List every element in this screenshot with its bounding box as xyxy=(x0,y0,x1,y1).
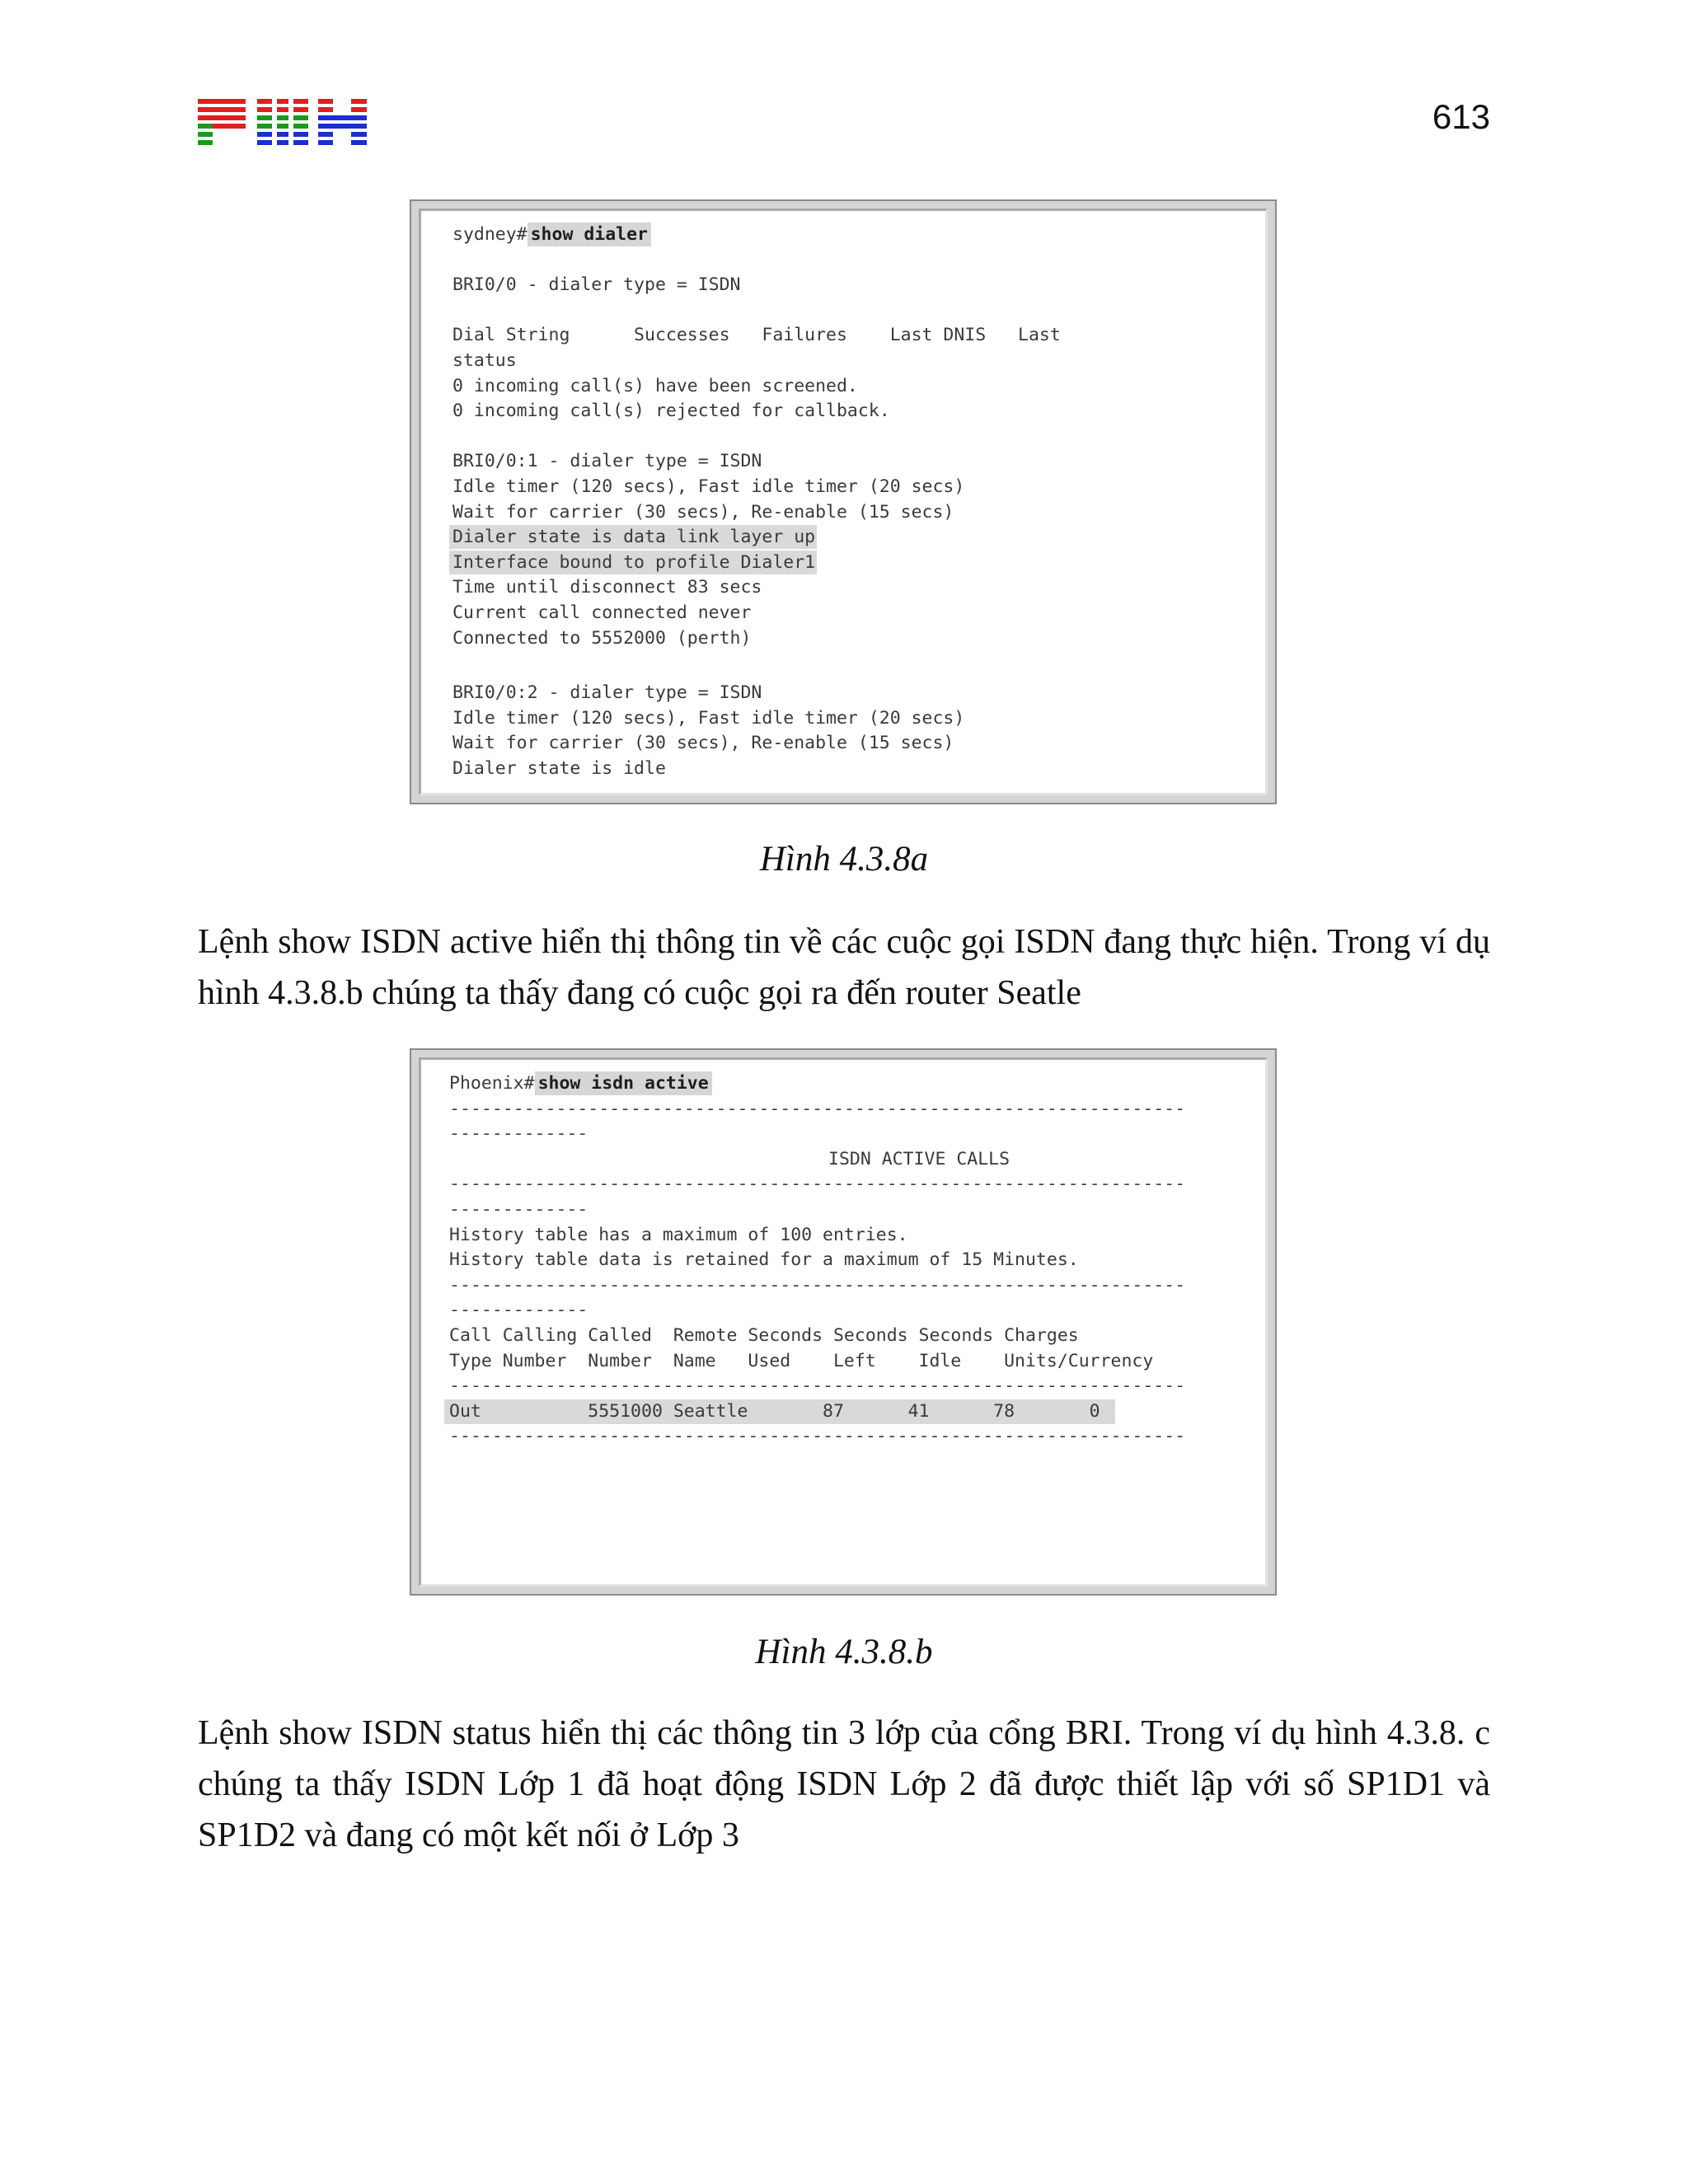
output-line: History table has a maximum of 100 entries. xyxy=(449,1224,908,1245)
output-line: Dialer state is idle xyxy=(452,757,666,779)
table-header-row: Type Number Number Name Used Left Idle Units/Currency xyxy=(449,1350,1154,1371)
command-highlight: show dialer xyxy=(528,223,651,246)
separator-line: --------------------------------------------------------------------- xyxy=(449,1426,1186,1447)
separator-line: ------------- xyxy=(449,1123,588,1145)
terminal-window-show-dialer xyxy=(410,199,1277,804)
logo-letter-h xyxy=(318,99,367,147)
table-title: ISDN ACTIVE CALLS xyxy=(828,1148,1010,1169)
pnh-logo xyxy=(198,99,367,147)
figure-caption: Hình 4.3.8a xyxy=(759,840,929,879)
body-paragraph: Lệnh show ISDN active hiển thị thông tin về các cuộc gọi ISDN đang thực hiện. Trong ví dụ hình 4.3.8.b chúng ta thấy đang có cuộc gọi ra đến router Seatle xyxy=(198,923,1490,1012)
output-line: Current call connected never xyxy=(452,602,752,623)
command-line xyxy=(449,1071,1249,1097)
separator-line: --------------------------------------------------------------------- xyxy=(449,1098,1186,1119)
terminal-output xyxy=(419,1057,1268,1586)
highlighted-output-line: Dialer state is data link layer up xyxy=(449,525,817,549)
separator-line: ------------- xyxy=(449,1300,588,1321)
output-line: BRI0/0:2 - dialer type = ISDN xyxy=(452,682,762,704)
command-highlight: show isdn active xyxy=(535,1071,712,1095)
separator-line: --------------------------------------------------------------------- xyxy=(449,1376,1186,1397)
figure-caption: Hình 4.3.8.b xyxy=(755,1633,933,1671)
output-line: Dial String Successes Failures Last DNIS Last xyxy=(452,325,1061,346)
prompt: sydney# xyxy=(452,224,528,245)
separator-line: --------------------------------------------------------------------- xyxy=(449,1174,1186,1195)
output-line: BRI0/0 - dialer type = ISDN xyxy=(452,274,741,296)
separator-line: --------------------------------------------------------------------- xyxy=(449,1274,1186,1296)
output-line: History table data is retained for a maximum of 15 Minutes. xyxy=(449,1249,1079,1271)
output-line: Wait for carrier (30 secs), Re-enable (15 secs) xyxy=(452,501,954,523)
output-line: Idle timer (120 secs), Fast idle timer (20 secs) xyxy=(452,476,965,497)
output-line: Idle timer (120 secs), Fast idle timer (20 secs) xyxy=(452,707,965,729)
highlighted-output-line: Interface bound to profile Dialer1 xyxy=(449,551,817,574)
output-line: BRI0/0:1 - dialer type = ISDN xyxy=(452,451,762,472)
output-line: 0 incoming call(s) have been screened. xyxy=(452,375,858,396)
command-line xyxy=(452,223,1249,248)
table-header-row: Call Calling Called Remote Seconds Seconds Seconds Charges xyxy=(449,1324,1079,1346)
separator-line: ------------- xyxy=(449,1198,588,1220)
output-line: 0 incoming call(s) rejected for callback. xyxy=(452,401,890,422)
terminal-output xyxy=(419,209,1268,795)
prompt: Phoenix# xyxy=(449,1073,535,1094)
body-paragraph: Lệnh show ISDN status hiển thị các thông tin 3 lớp của cổng BRI. Trong ví dụ hình 4.3.8. c chúng ta thấy ISDN Lớp 1 đã hoạt động ISDN Lớp 2 đã được thiết lập với số SP1D1 và SP1D2 và đang có một kết nối ở Lớp 3 xyxy=(198,1714,1490,1854)
logo-letter-p xyxy=(198,99,246,145)
output-line: status xyxy=(452,349,517,371)
terminal-window-show-isdn-active xyxy=(410,1048,1277,1596)
page-number: 613 xyxy=(1432,97,1490,136)
active-call-row: Out 5551000 Seattle 87 41 78 0 xyxy=(444,1399,1115,1425)
logo-letter-p-shade xyxy=(198,124,213,145)
output-line: Wait for carrier (30 secs), Re-enable (15 secs) xyxy=(452,733,954,754)
output-line: Time until disconnect 83 secs xyxy=(452,577,762,598)
output-line: Connected to 5552000 (perth) xyxy=(452,627,752,649)
logo-letter-n xyxy=(257,99,308,147)
